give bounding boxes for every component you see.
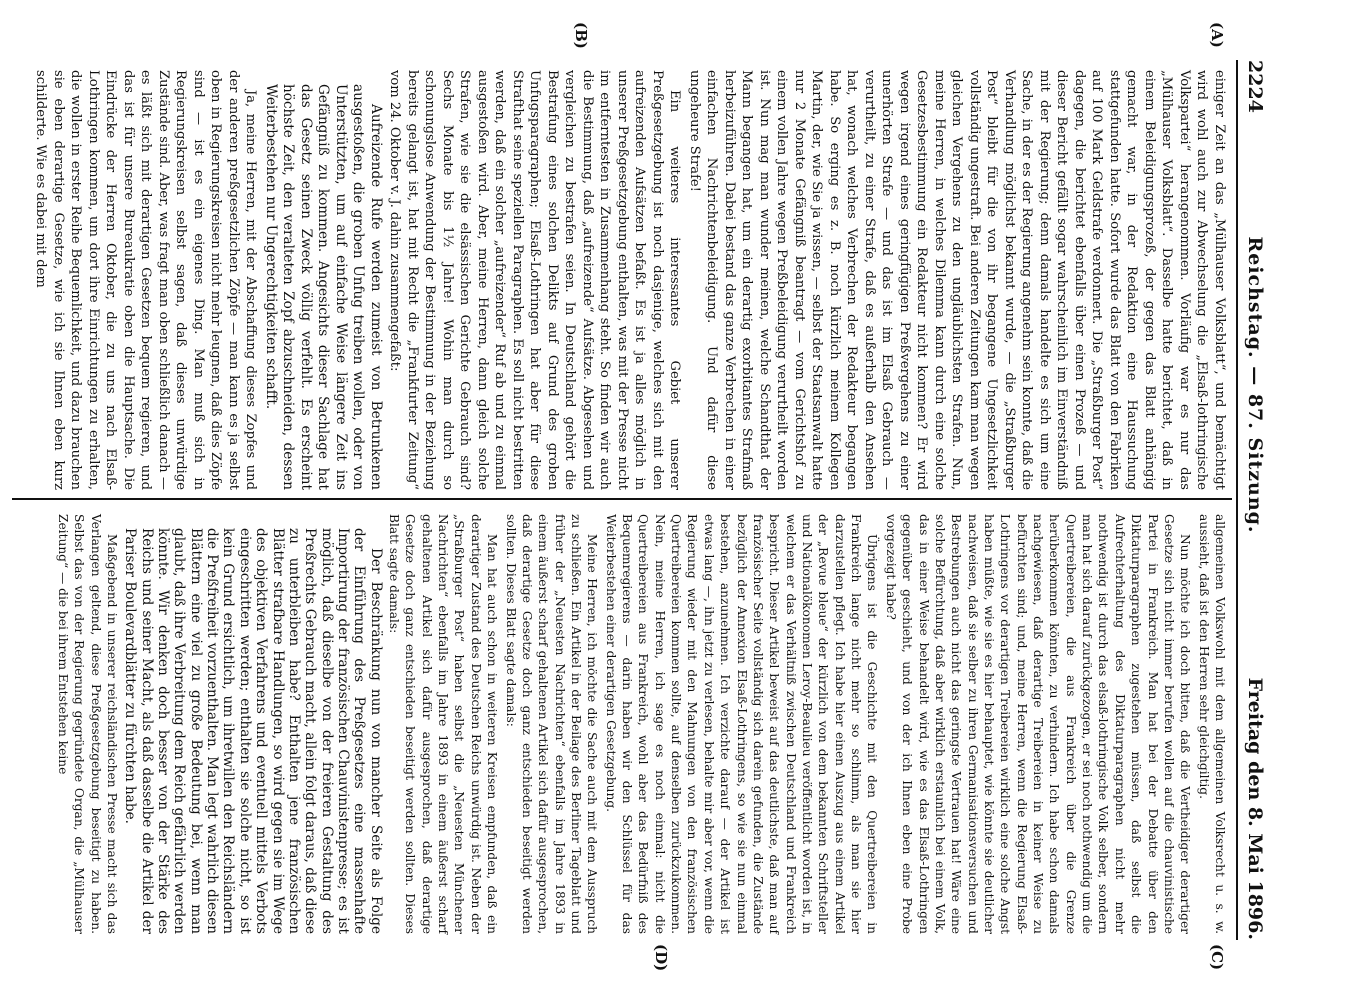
paragraph: Ja, meine Herren, mit der Abschaffung dieses Zopfes und der anderen preßgesetzlichen Zöpfe — man kann es ja selbst oben in Regierungskreisen nicht mehr leugnen, daß dies Zöpfe sind — ist es ein eigenes Ding. Man muß sich in Regierungskreisen selbst sagen, daß dieses unwürdige Zustände sind. Aber, was fragt man oben schließlich danach — es läßt sich mit derartigen Gesetzen bequem regieren, und das ist für unsere Bureaukratie oben die Hauptsache. Die Eindrücke der Herren Oktober, die zu uns nach Elsaß-Lothringen kommen, um dort ihre Einrichtungen zu erhalten, die wollen in erster Reihe Bequemlichkeit, und dazu brauchen sie eben derartige Gesetze, wie ich sie Ihnen eben kurz schilderte. Wie es dabei mit dem xyxy=(33,70,259,490)
digitization-credit xyxy=(0,0,2,992)
paragraph: Maßgebend in unserer reichsländischen Presse macht sich das Verlangen geltend, diese Preßgesetzgebung beseitigt zu haben. Selbst das von der Regierung gegründete Organ, die „Mülhauser Zeitung“ — die bei ihrem Entstehen keine xyxy=(55,514,119,934)
page-number: 2224 xyxy=(1244,60,1266,113)
page-header xyxy=(1244,60,1278,940)
margin-marker-d: (D) xyxy=(652,944,670,972)
left-column xyxy=(30,70,1228,490)
paragraph: Übrigens ist die Geschichte mit den Quertreibereien in Frankreich lange nicht mehr so schlimm, als man sie hier darzustellen pflegt. Ich habe hier einen Auszug aus einem Artikel der „Revue bleue“ der kürzlich von dem bekannten Schriftsteller und Nationalökonomen Leroy-Beaulieu veröffentlicht worden ist, in welchem er das Verhältniß zwischen Deutschland und Frankreich bespricht. Dieser Artikel beweist auf das deutlichste, daß man auf französischer Seite vollständig sich darein gefunden, die Zustände bezüglich der Annexion Elsaß-Lothringens, so wie sie nun einmal bestehen, anzunehmen. Ich verzichte darauf — der Artikel ist etwas lang —, ihn jetzt zu verlesen, behalte mir aber vor, wenn die Regierung wieder mit den Mahnungen von den französischen Quertreibereien kommen sollte, auf denselben zurückzukommen. Nein, meine Herren, ich sage es noch einmal: nicht die Quertreibereien aus Frankreich, wohl aber das Bedürfniß des Bequemregierens — darin haben wir den Schlüssel für das Weiterbestehen einer derartigen Gesetzgebung. xyxy=(603,514,880,934)
paragraph: Man hat auch schon in weiteren Kreisen empfunden, daß ein derartiger Zustand des Deutschen Reichs unwürdig ist. Neben der „Straßburger Post“ haben selbst die „Neuesten Münchener Nachrichten“ ebenfalls im Jahre 1893 in einem äußerst scharf gehaltenen Artikel sich dafür ausgesprochen, daß derartige Gesetze doch ganz entschieden beseitigt werden sollten. Dieses Blatt sagte damals: xyxy=(387,514,500,934)
paragraph: Meine Herren, ich möchte die Sache auch mit dem Ausspruch zu schließen. Ein Artikel in der Beilage des Berliner Tageblatt und früher der „Neuesten Nachrichten“ ebenfalls im Jahre 1893 in einem äußerst scharf gehaltenen Artikel sich dafür ausgesprochen, daß derartige Gesetze doch ganz entschieden beseitigt werden sollten. Dieses Blatt sagte damals: xyxy=(503,514,600,934)
right-column xyxy=(52,514,1228,934)
margin-marker-a: (A) xyxy=(1208,22,1226,48)
session-date: Freitag den 8. Mai 1896. xyxy=(1244,677,1266,940)
paragraph: Nun möchte ich doch bitten, daß die Vertheidiger derartiger Gesetze sich nicht immer berufen wollen auf die chauvinistische Partei in Frankreich. Man hat bei der Debatte über den Diktaturparagraphen zugestehen müssen, daß selbst die Aufrechterhaltung des Diktaturparagraphen nicht mehr nothwendig ist durch das elsaß-lothringische Volk selber, sondern man hat sich darauf zurückgezogen, er sei noch nothwendig um die Quertreibereien, die aus Frankreich über die Grenze herüberkommen könnten, zu verhindern. Ich habe schon damals nachgewiesen, daß derartige Treibereien in keiner Weise zu befürchten sind; und, meine Herren, wenn die Regierung Elsaß-Lothringens vor derartigen Treibereien wirklich eine solche Angst haben müßte, wie sie es hier behauptet, wie könnte sie deutlicher nachweisen, daß sie selber zu ihren Germanisationsversuchen und Bestrebungen auch nicht das geringste Vertrauen hat! Wäre eine solche Befürchtung, daß aber wirklich erstaunlich bei einem Volk, das in einer Weise behandelt wird, wie es das Elsaß-Lothringen gegenüber geschieht, und von der ich Ihnen eben eine Probe vorgezeigt habe? xyxy=(883,514,1193,934)
header-rule xyxy=(1236,60,1238,940)
column-divider xyxy=(12,498,1232,500)
margin-marker-c: (C) xyxy=(1208,944,1226,971)
quote-paragraph: Aufreizende Rufe werden zumeist von Betrunkenen ausgestoßen, die groben Unfug treiben wollen, oder von Unterstützten, um auf einfache Weise längere Zeit ins Gefängniß zu kommen. Angesichts dieser Sachlage hat das Gesetz seinen Zweck völlig verfehlt. Es erscheint höchste Zeit, den veralteten Zopf abzuschneiden, dessen Weiterbestehen nur Ungerechtigkeiten schafft. xyxy=(263,84,384,490)
margin-marker-b: (B) xyxy=(572,22,590,49)
paragraph: allgemeinen Volkswohl mit dem allgemeinen Volksrecht u. s. w. aussieht, daß ist den Herren sehr gleichgiltig. xyxy=(1196,514,1227,934)
paragraph: Ein weiteres interessantes Gebiet unserer Preßgesetzgebung ist noch dasjenige, welches sich mit den aufreizenden Aufsätzen befaßt. Es ist ja alles möglich in unserer Preßgesetzgebung enthalten, was mit der Presse nicht im entferntesten in Zusammenhang steht. So finden wir auch die Bestimmung, daß „aufreizende“ Aufsätze. Abgesehen und vergleichen zu bestrafen seien. In Deutschland gehört die Bestrafung eines solchen Delikts auf Grund des groben Unfugsparagraphen; Elsaß-Lothringen hat aber für diese Strafthat seine speziellen Paragraphen. Es soll nicht bestritten werden, daß ein solcher „aufreizender“ Ruf ab und zu einmal ausgestoßen wird. Aber, meine Herren, dann gleich solche Strafen, wie sie die elsässischen Gerichte Gebrauch sind? Sechs Monate bis 1½ Jahre! Wohin man durch so schonungslose Anwendung der Bestimmung in der Beziehung bereits gelangt ist, hat mit Recht die „Frankfurter Zeitung“ vom 24. Oktober v. J. dahin zusammengefaßt: xyxy=(387,70,683,490)
page-title: Reichstag. — 87. Sitzung. xyxy=(1244,236,1266,534)
quote-paragraph: Der Beschränkung nun von mancher Seite als Folge der Einführung des Preßgesetzes eine massenhafte Importirung der französischen Chauvinistenpresse; es ist möglich, daß dieselbe von der freieren Gestaltung des Preßrechts Gebrauch macht, allein folgt daraus, daß diese zu unterbleiben habe? Enthalten jene französischen Blätter strafbare Handlungen, so wird gegen sie im Wege des objektiven Verfahrens und eventuell mittels Verbots eingeschritten werden; enthalten sie solche nicht, so ist kein Grund ersichtlich, um ihretwillen den Reichsländern die Preßfreiheit vorzuenthalten. Man legt wahrlich diesen Blättern eine viel zu große Bedeutung bei, wenn man glaubt, daß ihre Verbreitung dem Reich gefährlich werden könnte. Wir denken doch besser von der Stärke des Reichs und seiner Macht, als daß dasselbe die Artikel der Pariser Boulevardblätter zu fürchten habe. xyxy=(122,528,384,934)
paragraph: einiger Zeit an das „Mülhauser Volksblatt“, und bemächtigt wird wohl auch zur Abwechselung die „Elsaß-lothringische Volkspartei“ herangenommen. Vorläufig war es nur das „Mülhauser Volksblatt“. Dasselbe hatte berichtet, daß in einem Beleidigungsprozeß, der gegen das Blatt anhängig gemacht war, in der Redaktion eine Haussuchung stattgefunden hatte. Sofort wurde das Blatt von den Fabriken auf 100 Mark Geldstrafe verdonnert. Die „Straßburger Post“ dagegen, die berichtet ebenfalls über einen Prozeß — und dieser Bericht gefällt sogar wahrscheinlich im Einverständniß mit der Regierung; denn damals handelte es sich um eine Sache, in der es der Regierung angenehm sein konnte, daß die Verhandlung möglichst bekannt wurde, — die „Straßburger Post“ bleibt für die von ihr begangene Ungesetzlichkeit vollständig ungestraft. Bei anderen Zeitungen kam man wegen gleichen Vergehens zu den ungläublichsten Strafen. Nun, meine Herren, in welches Dilemma kann durch eine solche Gesetzesbestimmung ein Redakteur nicht kommen? Er wird wegen irgend eines geringfügigen Preßvergehens zu einer unerhörten Strafe — und das ist im Elsaß Gebrauch — verurtheilt, zu einer Strafe, daß es außerhalb den Ansehen hat, wonach welches Verbrechen der Redakteur begangen habe. So erging es z. B. noch kürzlich meinem Kollegen Martin, der, wie Sie ja wissen, — selbst der Staatsanwalt hatte nur 2 Monate Gefängniß beantragt — vom Gerichtshof zu einem vollen Jahre wegen Preßbeleidigung verurtheilt worden ist. Nun mag man wunder meinen, welche Schandthat der Mann begangen hat, um ein derartig exorbitantes Strafmaß herbeizuführen. Dabei bestand das ganze Verbrechen in einer einfachen Nachrichtenbeleidigung. Und dafür diese ungeheure Strafe! xyxy=(687,70,1227,490)
